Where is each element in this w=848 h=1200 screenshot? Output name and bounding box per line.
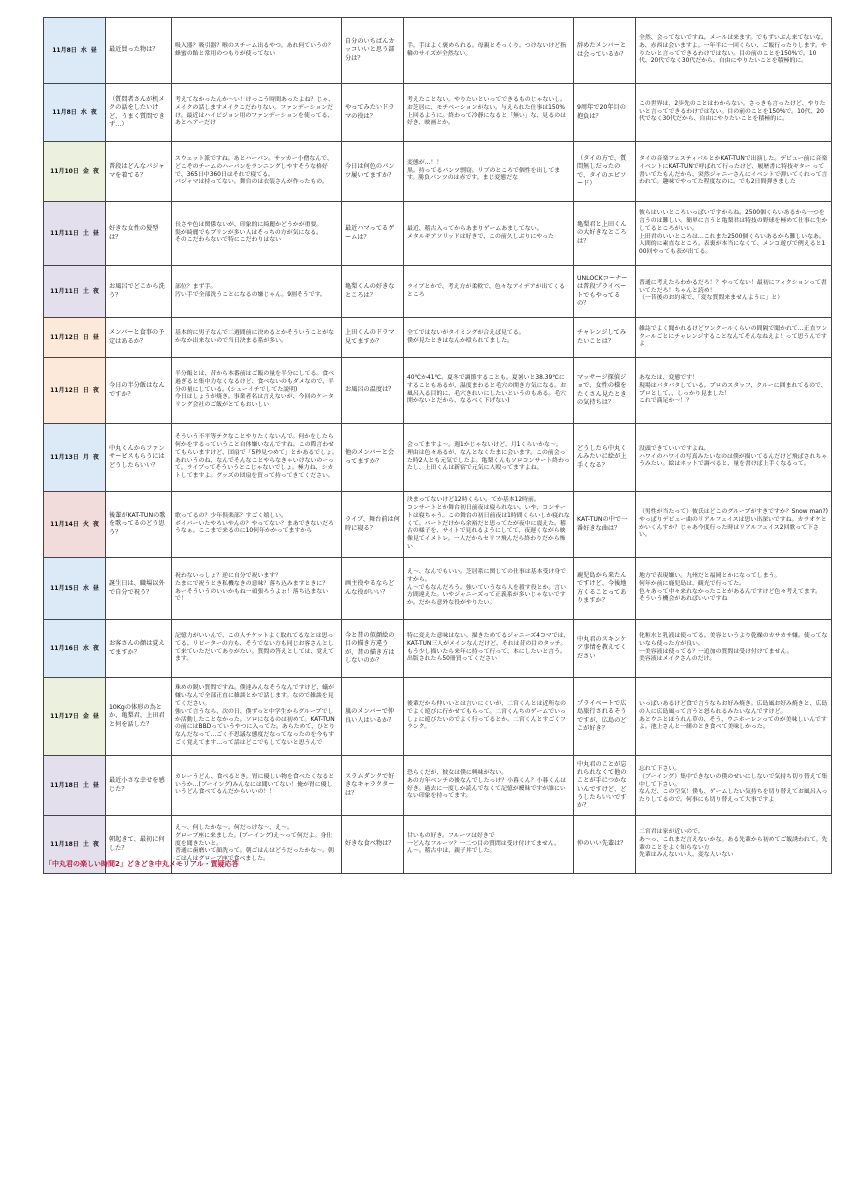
answer-2-cell: 特に変えた意味はない。描きためてるジャニーズ4コマでは、KAT-TUN三人がメインなんだけど、それは昔の目のタッチ。もう少し描いたら来年に持って行って、本にしたいと言う。出版されたら50冊買ってください <box>404 620 574 678</box>
answer-2-cell: 全てではないがタイミングが合えば見てる。 僕が見たときはなんか殴られてました。 <box>404 318 574 358</box>
table-row <box>44 18 832 84</box>
weekday-label: 金 <box>82 167 89 175</box>
answer-1-cell: え〜、何したかな〜。何だっけな〜、え〜。 グローブ座に来ました。(ブーイング)え〜って何だよ。身仕度を聞きたいと。 普通に歯磨いて顔洗って。朝ごはんはどうだったかな〜。朝ごはんはグローブ座で食べました。 <box>172 816 342 874</box>
question-3-cell: 中丸君のことが忘れられなくて他のことが手につかないんですけど、どうしたらいいですか？ <box>574 756 636 816</box>
session-label: 夜 <box>92 386 99 394</box>
table-row <box>44 84 832 142</box>
weekday-label: 日 <box>82 386 89 394</box>
question-2-cell: 上田くんのドラマ見てますか？ <box>342 318 404 358</box>
question-3-cell: UNLOCKコーナーは普段プライベートでもやってるの？ <box>574 266 636 318</box>
session-label: 夜 <box>92 840 99 848</box>
answer-1-cell: カレーうどん、食べるとき。胃に優しい物を食べたくなるというか…(ブーイング)みんなには聞いてない！俺が胃に優しいうどん食べてるんだからいいの！！ <box>172 756 342 816</box>
question-2-cell: スラムダンクで好きなキャラクターは？ <box>342 756 404 816</box>
answer-3-cell: 化粧水と乳液は使ってる。美容というより乾燥のカサカサ嫌。使ってないなら使った方が良い。 一美容液は使ってる？一追加の質問は受け付けてません。 美容液はメイクさんのだけ。 <box>636 620 832 678</box>
answer-2-cell: ライブとかで、考え方が柔軟で、色々なアイデアが出てくるところ <box>404 266 574 318</box>
date-label: 11月15日 <box>50 584 79 592</box>
session-label: 昼 <box>92 229 99 237</box>
question-1-cell: 中丸くんからファンサービスもらうにはどうしたらいい？ <box>106 424 172 492</box>
weekday-label: 火 <box>82 520 89 528</box>
answer-2-cell: え〜、なんでもいい。芝居系に関しての仕事は基本受け身ですから。 ん〜でもなんだろう。強いていうなら人を殺す役とか。言い方間違えた。いやジャニーズって正義系が多いじゃないですか。だから意外な役がやりたい。 <box>404 558 574 620</box>
answer-3-cell: （男性が当たって）彼氏はどこのグループがすきですか？Snow man?) やっぱりデビュー曲のリアルフェイスは思い出深いですね。カラオケとかいくんすか？じゃあ今度行った時はリアルフェイス2回歌って下さい。 <box>636 492 832 558</box>
session-label: 夜 <box>92 453 99 461</box>
table-row <box>44 202 832 266</box>
table-row <box>44 558 832 620</box>
question-3-cell: マッサージ探偵ジョで、女性の様をたくさん見たときの気持ちは？ <box>574 358 636 424</box>
question-1-cell: 好きな女性の髪型は？ <box>106 202 172 266</box>
session-label: 昼 <box>92 781 99 789</box>
answer-1-cell: 珠めの鋭い質問ですね。僕達みんなそうなんですけど、蟻が嫌いなんで全部正直に雑談とかで話します。なので雑談を見てください。 強いて言うなら、次の日、僕ずっと中学生からグループでしか活動したことなかった。ソロになるのは初めて。KAT-TUNの前にはBBDっていうやつに入ってた。あらためて、ひとりなんだなって…ごく不思議な態度だなってなったのを今もすごく覚えてます…って話はどこでもしてないと思うんで <box>172 678 342 756</box>
answer-3-cell: 全然、会ってないですね。メールは来ます。でもずいぶん来てないな。 あ、赤西は会いますよ。一年半に一回くらい、ご飯行ったりします。やりたいと言ってできるわけではない。目の前のことを150%で。10代、20代でなく30代だから、自由にやりたいことを積極的に。 <box>636 18 832 84</box>
answer-2-cell: 後輩だから仲いいとは言いにくいが、二宮くんとは近所なのでよく遊びに行かせてもらって。二宮くんちのゲームでいっしょに遊びたいのでよく行ってるとか。二宮くんとすごくフランク。 <box>404 678 574 756</box>
question-1-cell: 10Kgの体形の為とか、亀梨君、上田君と何を話した？ <box>106 678 172 756</box>
table-row <box>44 266 832 318</box>
question-2-cell: お風呂の温度は？ <box>342 358 404 424</box>
question-3-cell: チャレンジしてみたいことは？ <box>574 318 636 358</box>
question-3-cell: 中丸君のスキンケア事情を教えてください <box>574 620 636 678</box>
date-cell <box>44 756 106 816</box>
answer-1-cell: 基本的に男子なんで二週間前に決めるとかそういうことがなかなか出来ないので当日決まる系が多い。 <box>172 318 342 358</box>
answer-2-cell: 最近、稽古入ってからあまりゲームあましてない。 メタルギアソリッドは好きで、この前久しぶりにやった <box>404 202 574 266</box>
question-1-cell: メンバーと食事の予定はあるか？ <box>106 318 172 358</box>
question-2-cell: 他のメンバーと会ってますか？ <box>342 424 404 492</box>
question-2-cell: 今と昔の似顔絵の目の描き方違うが、昔の描き方はしないのか？ <box>342 620 404 678</box>
date-label: 11月18日 <box>50 781 79 789</box>
question-1-cell: 誕生日は、職場以外で自分で祝う？ <box>106 558 172 620</box>
question-1-cell: 今日の半分飯はなんですか？ <box>106 358 172 424</box>
weekday-label: 土 <box>82 287 89 295</box>
session-label: 夜 <box>92 520 99 528</box>
date-cell <box>44 558 106 620</box>
answer-1-cell: 記憶力がいいんで、この人チケットよく取れてるなとは思ってる。リピーターの方も、そうでない方も同じお客さんとして来ていただいてありがたい。質問の答えとしては、覚えてます。 <box>172 620 342 678</box>
answer-1-cell: そういう不平等テクなことやりたくないんで。何かをしたら何かをするっていうこと自体嫌いなんですね。この際言わせてもらいますけど、団扇で「5秒見つめて」とかあるでしょ。あれいうのね、なんでそんなことやらなきゃいけないのーって。ライブってそういうとこじゃないでしょ。極力ね、シカトしてますよ。グッズの団扇を買って持ってきてください。 <box>172 424 342 492</box>
question-1-cell: 最近買った物は？ <box>106 18 172 84</box>
date-cell <box>44 142 106 202</box>
weekday-label: 水 <box>82 644 89 652</box>
answer-3-cell: 二宮君は家が近いので。 あ〜っ、これまだ言えないかな。ある先輩から初めてご飯誘われて。先輩のことをよく知らない方 先輩はみんないい人、変な人いない <box>636 816 832 874</box>
question-1-cell: 後輩がKAT-TUNの歌を歌ってるのどう思う？ <box>106 492 172 558</box>
question-2-cell: 亀梨くんの好きなところは？ <box>342 266 404 318</box>
answer-1-cell: 祝わないっしょ？逆に自分で祝います？ たまにで祝うとき私機なきの意味？落ち込みますときに？ あーそういうのいいかもね一頑張ろうよぉ！落ち込まないで！ <box>172 558 342 620</box>
date-cell <box>44 620 106 678</box>
question-1-cell: 普段はどんなパジャマを着てる？ <box>106 142 172 202</box>
answer-1-cell: 長さや色は関係ないが、印象的に綺麗かどうかが重要。 髪が綺麗でもプリンが多い人はそっちの方が気になる。 そのこだわらないで特にこだわりはない <box>172 202 342 266</box>
date-cell <box>44 18 106 84</box>
question-2-cell: ライブ、舞台前は何時に寝る？ <box>342 492 404 558</box>
question-3-cell: どうしたら中丸くんみたいに絵が上手くなる？ <box>574 424 636 492</box>
answer-2-cell: 決まってないけど12時くらい。てか基本12時前。 コンサートとか舞台初日前夜は寝られない。いや、コンサートは寝ちゃう。この舞台の初日前夜は1時間くらいしか寝れなくて。パートだけから余裕だと思ってたが夜中に震えた。稽古の様子を、サイトで見れるようにしてて、夜遅くながら映像見てイメトレ。一人だからセリフ飛んだら終わりだから怖い <box>404 492 574 558</box>
answer-1-cell: 歌ってるの？少年倶楽部？すごく嬉しい。 ボイパーいたやろいやんの？やってない？まあできないだろうなぁ。ここまで来るのに10何年かかってますから <box>172 492 342 558</box>
weekday-label: 水 <box>80 108 87 116</box>
qa-table <box>43 17 832 874</box>
answer-3-cell: いっぱいあるけど食で言うならお好み焼き。広島風お好み焼きと、広島の人に広島風って言うと怒られるみたいなんですけど。 あとウニとほうれん草の、そう、ウニホーレンってのが美味しいんですよ。池上さんと一緒のとき食べて美味しかった。 <box>636 678 832 756</box>
date-cell <box>44 202 106 266</box>
session-label: 夜 <box>92 167 99 175</box>
answer-3-cell: 彼らはいいところいっぱいですからね。2500個くらいあるから一つを言うのは難しい。簡単に言うと亀梨君は特技の野球を極めて仕事に生かしてるところがいい。 上田君のいいところは…これまた2500個くらいあるから難しいなあ。人間的に素直なところ。表裏が本当になくて、メンコ遊びで例えると100回やっても表が出てる。 <box>636 202 832 266</box>
table-row <box>44 678 832 756</box>
answer-3-cell: この世界は、2歩先のことはわからない。さっきも言ったけど、やりたいと言ってできるわけではない。目の前のことを150%で。10代、20代でなく30代だから、自由にやりたいことを積極的に。 <box>636 84 832 142</box>
date-label: 11月18日 <box>50 840 79 848</box>
date-label: 11月12日 <box>50 333 79 341</box>
answer-3-cell: 没頭できていいですよね。 ハワイのハワイの写真みたいなのは僕が描いてるんだけど飛ばされちゃうみたい。絵はネットで調べると、量を書けば上手くなるって。 <box>636 424 832 492</box>
weekday-label: 日 <box>82 333 89 341</box>
answer-1-cell: スウェット派ですね。あとハーパン。サッカー小僧なんで、どこぞのチームのハーパンをランニングしやすそうな格好で、365日中360日はそれで寝てる。 パジャマは持ってない。舞台のは衣装さんが作ったもの。 <box>172 142 342 202</box>
table-row <box>44 142 832 202</box>
answer-2-cell: 会ってますよ〜。週1かじゃないけど、月1くらいかな〜。 理由は色々あるが、なんとなくたまに会います。この前会った時2人とも元気でしたよ。亀梨くんもソロコンサート終わったし、上田くんは新宿で元気に人殴ってますよね。 <box>404 424 574 492</box>
date-cell <box>44 678 106 756</box>
answer-2-cell: 考えたことない。やりたいといってできるものじゃないし。お芝居に、モチベーションがない。与えられた仕事は150%上回るように。終わって冷静になると「無い」な、見るのは好き、映画とか。 <box>404 84 574 142</box>
question-2-cell: 最近ハマってるゲームは？ <box>342 202 404 266</box>
date-cell <box>44 84 106 142</box>
date-label: 11月8日 <box>52 46 77 54</box>
answer-3-cell: 地方で表現嫌い。九州だと福岡とかになってしまう。 何年か前に鹿児島は、観光で行ってた。 色々あって中々来れなかったことがあるんですけど色々考えてます。 そういう機会があればいいですね <box>636 558 832 620</box>
date-cell <box>44 318 106 358</box>
answer-3-cell: あなたは、変態です！ 現場はバタバタしている。プロのスタッフ、クルーに囲まれてるので、 プロとして、、しっかり見ました！ これで満足か〜！？ <box>636 358 832 424</box>
question-3-cell: 仲のいい先輩は？ <box>574 816 636 874</box>
date-cell <box>44 358 106 424</box>
answer-3-cell: 雑誌でよく聞かれるけどワンクールくらいの間隔で聞かれて…正直ワンクールごとにチャレンジすることなんてそんなねえよ！って思うんですよ <box>636 318 832 358</box>
session-label: 夜 <box>92 287 99 295</box>
session-label: 昼 <box>92 584 99 592</box>
answer-1-cell: 部位？まず手。 汚い手で全部洗うことになるの嫌じゃん。9割そうです。 <box>172 266 342 318</box>
session-label: 昼 <box>92 333 99 341</box>
weekday-label: 水 <box>82 584 89 592</box>
weekday-label: 金 <box>82 712 89 720</box>
date-label: 11月14日 <box>50 520 79 528</box>
question-1-cell: お客さんの顔は覚えてますか？ <box>106 620 172 678</box>
table-row <box>44 620 832 678</box>
answer-1-cell: 考えてなかったんか〜い！けっこう時間あったよね？じゃ、メイクの話しますメイクこだわりない。ファンデーションだけ。最近はハイビジョン用のファンデーションを使ってる、あとヘアーだけ <box>172 84 342 142</box>
question-3-cell: 鹿児島から来たんですけど、今後地方くることってありますか？ <box>574 558 636 620</box>
question-1-cell: 朝起きて、最初に何した？ <box>106 816 172 874</box>
weekday-label: 土 <box>82 781 89 789</box>
question-3-cell: KAT-TUNの中で一番好きな曲は？ <box>574 492 636 558</box>
table-row <box>44 424 832 492</box>
session-label: 夜 <box>90 108 97 116</box>
table-row <box>44 358 832 424</box>
session-label: 夜 <box>92 644 99 652</box>
session-label: 昼 <box>90 46 97 54</box>
answer-2-cell: 甘いもの好き。フルーツは好きで 一どんなフルーツ？一二つ目の質問は受け付けてません。 ん〜。稽古中は、親子丼でした。 <box>404 816 574 874</box>
footer-note: 「中丸君の楽しい時間2」どきどき中丸メモリアル・質疑応答 <box>45 860 239 868</box>
answer-1-cell: 吸入器？吸引器？喉のスチーム出るやつ。あれ何ていうの？ 蜂蜜の飴と常用のつもりが使ってない <box>172 18 342 84</box>
weekday-label: 月 <box>82 453 89 461</box>
date-cell <box>44 492 106 558</box>
date-label: 11月11日 <box>50 229 79 237</box>
date-label: 11月8日 <box>52 108 77 116</box>
date-cell <box>44 266 106 318</box>
date-label: 11月12日 <box>50 386 79 394</box>
question-1-cell: 最近小さな幸せを感じた？ <box>106 756 172 816</box>
question-1-cell: お風呂でどこから洗う？ <box>106 266 172 318</box>
answer-2-cell: 変態が…！！ 黒。持ってるパンツ剽窃。リブのところで個性を出してます。勝負パンツのは赤です。まじ変態だな <box>404 142 574 202</box>
answer-3-cell: タイの音楽フェスティバルとかKAT-TUNで出演した。デビュー前に音楽イベントにKAT-TUNで呼ばれて行ったけど、履歴書に特技ギター って書いてたもんだから、突然ジャニーさんにイベントで弾いてくれって言われて。趣味でやってた程度なのに。でも2日間弾きました <box>636 142 832 202</box>
question-2-cell: 好きな食べ物は？ <box>342 816 404 874</box>
weekday-label: 土 <box>82 229 89 237</box>
answer-2-cell: 手。手はよく褒められる。母親とそっくり。つけないけど指輪のサイズが全然ない。 <box>404 18 574 84</box>
question-2-cell: やってみたいドラマの役は？ <box>342 84 404 142</box>
table-row <box>44 756 832 816</box>
date-label: 11月10日 <box>50 167 79 175</box>
question-3-cell: 9周年で20年目の抱負は？ <box>574 84 636 142</box>
answer-2-cell: 恐らくだが、彼女は僕に興味がない。 あの方年ベンチの後なんでしたっけ？小暮くん？小暮くんは好き。過去に一度しか読んでなくて記憶が曖昧ですが誰にいない印象を持ってます。 <box>404 756 574 816</box>
session-label: 昼 <box>92 712 99 720</box>
question-3-cell: 亀梨君と上田くんの大好きなところは？ <box>574 202 636 266</box>
table-row <box>44 318 832 358</box>
date-cell <box>44 424 106 492</box>
weekday-label: 水 <box>80 46 87 54</box>
answer-2-cell: 40℃か41℃。夏冬で調節することも。夏暑いと38.39℃にすることもあるが、温度まわると毛穴の開き方気になる。お風呂入る目的に、毛穴きれいにしたいというのもある。毛穴開かないとだから、なるべく下げない) <box>404 358 574 424</box>
answer-3-cell: 忘れて下さい。 （ブーイング）集中できないの僕のせいにしないで気持ち切り替えて集中して下さい。 なんだ、この空気！僕も、ゲームしたい気持ちを切り替えてお風呂入ったりしてるので。何事にも切り替えって大事ですよ <box>636 756 832 816</box>
question-2-cell: 嵐のメンバーで仲良い人はいるか？ <box>342 678 404 756</box>
question-1-cell: （質問者さんが机メクの話をしたいけど、うまく質問できず…） <box>106 84 172 142</box>
qa-table-body <box>44 18 832 874</box>
date-label: 11月17日 <box>50 712 79 720</box>
question-3-cell: 辞めたメンバーとは会っているか？ <box>574 18 636 84</box>
date-label: 11月11日 <box>50 287 79 295</box>
date-label: 11月16日 <box>50 644 79 652</box>
date-label: 11月13日 <box>50 453 79 461</box>
question-3-cell: （タイの方で、質問無しだったので、タイのエピソード） <box>574 142 636 202</box>
table-row <box>44 492 832 558</box>
question-3-cell: プライベートで広島旅行されるそうですが、広島のどこが好き？ <box>574 678 636 756</box>
weekday-label: 土 <box>82 840 89 848</box>
question-2-cell: 画主役やるならどんな役がいい？ <box>342 558 404 620</box>
question-2-cell: 自分のいちばんカッコいいと思う部分は？ <box>342 18 404 84</box>
answer-3-cell: 普通に考えたらわかるだろ！？やってない！最初にフィクションって書いてただろ！ちゃんと読め！ （一昔後のお約束で、「変な質問来ませんように」と） <box>636 266 832 318</box>
answer-1-cell: 半分飯とは、昔から本番前はご飯の量を半分にしてる。食べ過ぎると集中力なくなるけど、食べないのもダメなので、半分の量にしている。(シューイチでしてた説明) 今日はしょうが焼き。事業者名は言えないが、今回のケータリング会社のご飯がとてもおいしい <box>172 358 342 424</box>
question-2-cell: 今日は何色のパンツ履いてますか？ <box>342 142 404 202</box>
